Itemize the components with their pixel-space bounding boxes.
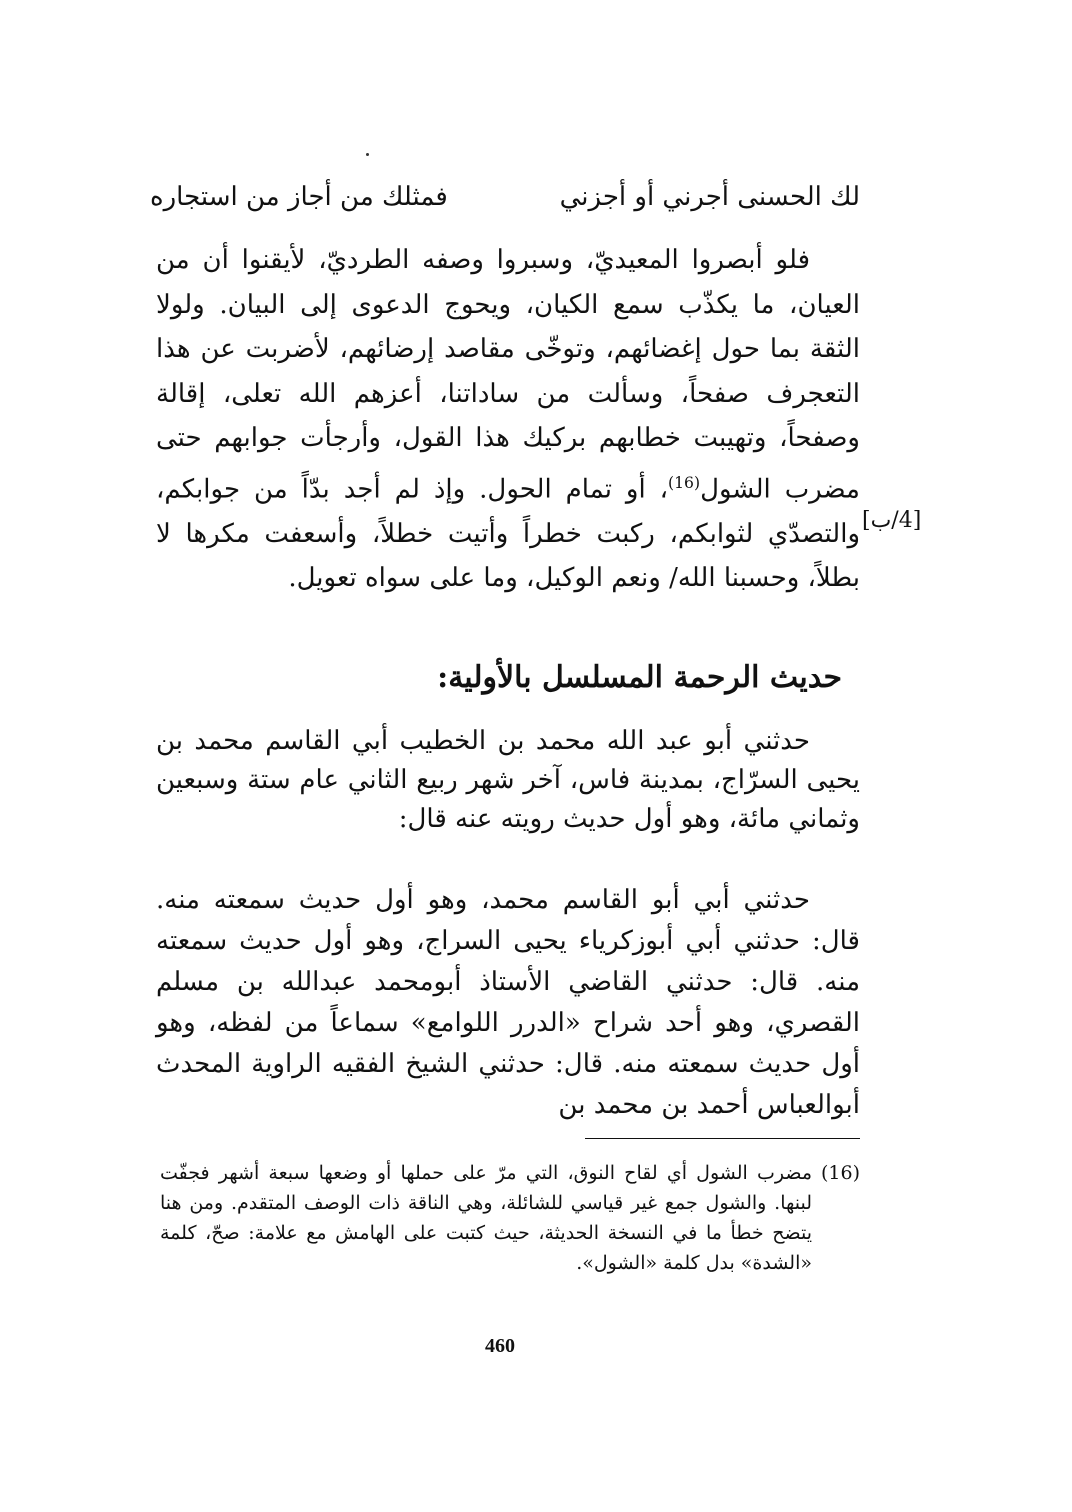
verse-first-hemistich: لك الحسنى أجرني أو أجزني	[559, 182, 860, 212]
paragraph-chain-start-text: حدثني أبو عبد الله محمد بن الخطيب أبي القاسم محمد بن يحيى السرّاج، بمدينة فاس، آخر شهر ربيع الثاني عام ستة وسبعين وثماني مائة، وهو أول حديث رويته عنه قال:	[156, 726, 860, 834]
paragraph-intro	[156, 238, 860, 601]
verse-second-hemistich: فمثلك من أجاز من استجاره	[150, 182, 448, 212]
footnote-number: (16)	[820, 1162, 860, 1184]
paragraph-chain-continued	[156, 880, 860, 1126]
page-number: 460	[485, 1335, 515, 1357]
paragraph-intro-text: فلو أبصروا المعيديّ، وسبروا وصفه الطرديّ، لأيقنوا أن من العيان، ما يكذّب سمع الكيان، ويحوج الدعوى إلى البيان. ولولا الثقة بما حول إغضائهم، وتوخّى مقاصد إرضائهم، لأضربت عن هذا التعجرف صفحاً، وسألت من ساداتنا، أعزهم الله تعلى، إقالة وصفحاً، وتهيبت خطابهم بركيك هذا القول، وأرجأت جوابهم حتى مضرب الشول	[156, 245, 860, 505]
footnote-reference: (16)	[668, 473, 701, 492]
stray-mark	[366, 153, 369, 156]
footnote-text: مضرب الشول أي لقاح النوق، التي مرّ على حملها أو وضعها سبعة أشهر فجفّت لبنها. والشول جمع غير قياسي للشائلة، وهي الناقة ذات الوصف المتقدم. ومن هنا يتضح خطأ ما في النسخة الحديثة، حيث كتبت على الهامش مع علامة: صحّ، كلمة «الشدة» بدل كلمة «الشول».	[160, 1162, 812, 1274]
paragraph-intro-continuation: ، أو تمام الحول. وإذ لم أجد بدّاً من جوابكم، والتصدّي لثوابكم، ركبت خطراً وأتيت خطلاً، وأسعفت مكرها لا بطلاً، وحسبنا الله/ ونعم الوكيل، وما على سواه تعويل.	[156, 474, 860, 594]
footnote	[160, 1158, 860, 1278]
section-heading: حديث الرحمة المسلسل بالأولية:	[437, 660, 842, 695]
poetry-verse	[150, 182, 860, 226]
marginal-folio-reference: [4/ب]	[862, 508, 922, 533]
paragraph-chain-continued-text: حدثني أبي أبو القاسم محمد، وهو أول حديث سمعته منه. قال: حدثني أبي أبوزكرياء يحيى السراج، وهو أول حديث سمعته منه. قال: حدثني القاضي الأستاذ أبومحمد عبدالله بن مسلم القصري، وهو أحد شراح «الدرر اللوامع» سماعاً من لفظه، وهو أول حديث سمعته منه. قال: حدثني الشيخ الفقيه الراوية المحدث أبوالعباس أحمد بن محمد بن	[156, 885, 860, 1120]
footnote-separator	[585, 1138, 860, 1139]
paragraph-chain-start	[156, 722, 860, 839]
